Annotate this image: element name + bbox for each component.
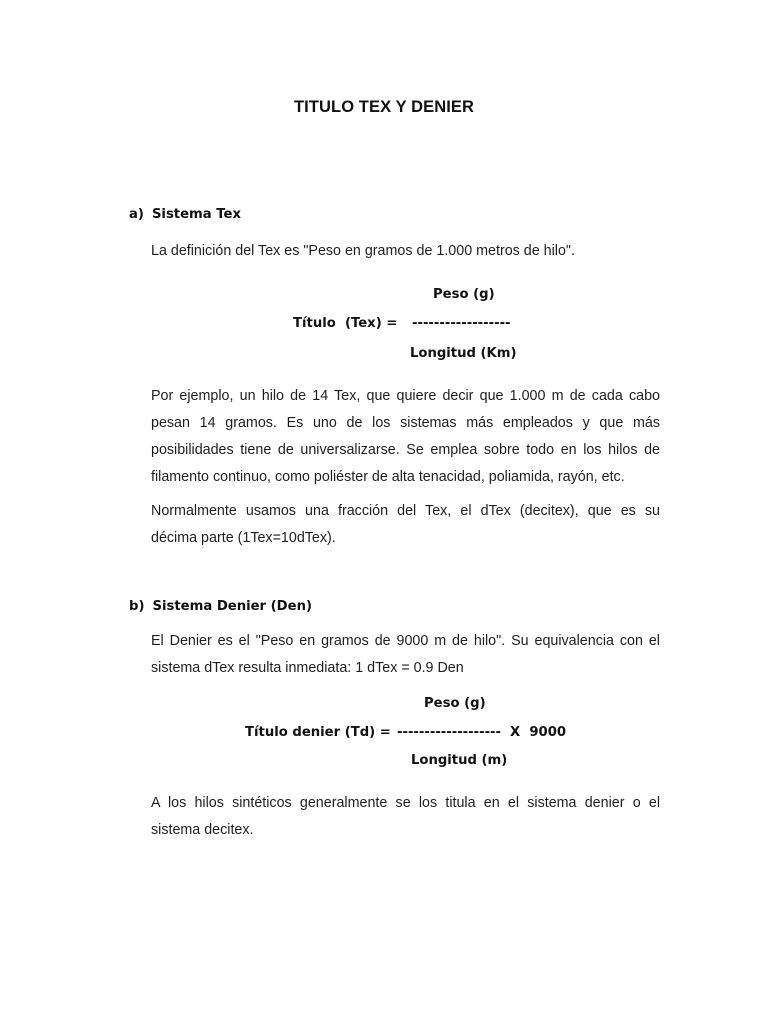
tex-formula-numerator: Peso (g) xyxy=(433,287,495,302)
paragraph-line: posibilidades tiene de universalizarse. Se emplea sobre todo en los hilos de xyxy=(151,442,660,458)
denier-formula-multiplier: X 9000 xyxy=(510,725,567,740)
paragraph-line: El Denier es el "Peso en gramos de 9000 m de hilo". Su equivalencia con el xyxy=(151,633,660,649)
denier-formula-lhs: Título denier (Td) = xyxy=(245,725,391,740)
denier-formula-numerator: Peso (g) xyxy=(424,696,486,711)
tex-definition: La definición del Tex es "Peso en gramos de 1.000 metros de hilo". xyxy=(151,243,575,259)
page-title: TITULO TEX Y DENIER xyxy=(293,98,475,116)
section-b-title: Sistema Denier (Den) xyxy=(152,599,312,614)
paragraph-line: Normalmente usamos una fracción del Tex, el dTex (decitex), que es su xyxy=(151,503,660,519)
section-a-heading xyxy=(129,207,241,222)
section-b-heading xyxy=(129,599,312,614)
paragraph-line: pesan 14 gramos. Es uno de los sistemas más empleados y que más xyxy=(151,415,660,431)
section-a-marker: a) xyxy=(129,207,144,222)
paragraph-line: décima parte (1Tex=10dTex). xyxy=(151,530,336,546)
tex-formula-fraction-bar: ------------------ xyxy=(412,316,511,331)
section-b-marker: b) xyxy=(129,599,145,614)
paragraph-line: Por ejemplo, un hilo de 14 Tex, que quiere decir que 1.000 m de cada cabo xyxy=(151,388,660,404)
dtex-paragraph xyxy=(151,498,660,552)
section-a-title: Sistema Tex xyxy=(151,207,241,222)
tex-formula-denominator: Longitud (Km) xyxy=(410,346,517,361)
tex-formula-lhs: Título (Tex) = xyxy=(293,316,398,331)
paragraph-line: sistema decitex. xyxy=(151,822,254,838)
tex-example-paragraph xyxy=(151,383,660,491)
paragraph-line: filamento continuo, como poliéster de alta tenacidad, poliamida, rayón, etc. xyxy=(151,469,625,485)
denier-formula-denominator: Longitud (m) xyxy=(411,753,508,768)
denier-definition-paragraph xyxy=(151,628,660,682)
paragraph-line: A los hilos sintéticos generalmente se los titula en el sistema denier o el xyxy=(151,795,660,811)
synthetic-yarn-paragraph xyxy=(151,790,660,844)
denier-formula-fraction-bar: ------------------- xyxy=(397,725,501,740)
paragraph-line: sistema dTex resulta inmediata: 1 dTex = 0.9 Den xyxy=(151,660,464,676)
